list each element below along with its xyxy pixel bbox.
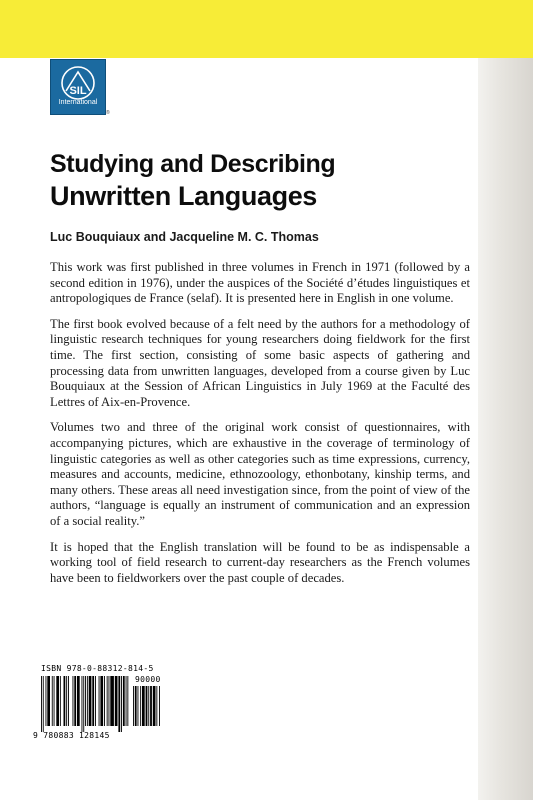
- barcode-bar: [100, 676, 103, 726]
- ean-barcode-bars: [41, 676, 131, 734]
- book-authors: Luc Bouquiaux and Jacqueline M. C. Thomas: [50, 230, 319, 244]
- description-text: [50, 260, 470, 596]
- barcode-bar: [107, 676, 108, 726]
- barcode-bar: [127, 676, 128, 726]
- barcode-bar: [123, 676, 125, 726]
- barcode-bar: [153, 686, 156, 726]
- barcode-bar: [109, 676, 110, 726]
- sil-international-logo: [50, 59, 106, 115]
- barcode-bar: [52, 676, 53, 726]
- barcode-bar: [77, 676, 80, 726]
- barcode-bar: [159, 686, 160, 726]
- right-gray-margin: [478, 58, 533, 800]
- barcode-bar: [110, 676, 114, 726]
- yellow-top-band: [0, 0, 533, 58]
- barcode-bar: [89, 676, 92, 726]
- barcode-bar: [126, 676, 127, 726]
- barcode-bar: [99, 676, 100, 726]
- paragraph: Volumes two and three of the original work consist of questionnaires, with accompanying pictures, which are exhaustive in the coverage of terminology of linguistic categories as well as other categories such as time expressions, currency, measures and accounts, medicine, ethnozoology, ethonbotany, kinship terms, and many others. These areas all need investigation since, from the point of view of the authors, “language is equally an instrument of communication and an expression of a social reality.”: [50, 420, 470, 528]
- barcode-bar: [92, 676, 94, 726]
- barcode-bar: [115, 676, 118, 726]
- paragraph: The first book evolved because of a felt need by the authors for a methodology of linguistic research techniques for young researchers doing fieldwork for the first time. The first section, consisting of some basic aspects of gathering and processing data from unwritten languages, developed from a course given by Luc Bouquiaux at the Session of African Linguistics in July 1969 at the Faculté des Lettres of Aix-en-Provence.: [50, 316, 470, 409]
- barcode-bar: [142, 686, 145, 726]
- logo-subtext: International: [58, 99, 98, 106]
- paragraph: It is hoped that the English translation will be found to be as indispensable a working tool of field research to current-day researchers as the French volumes have been to fieldworkers over the past couple of decades.: [50, 539, 470, 585]
- barcode-bar: [41, 676, 42, 732]
- barcode-bar: [54, 676, 55, 726]
- barcode-bar: [121, 676, 122, 732]
- barcode-bar: [82, 676, 83, 732]
- barcode-bar: [43, 676, 44, 732]
- barcode-supplement-number: 90000: [135, 675, 161, 684]
- book-title: [50, 148, 470, 212]
- barcode-bar: [64, 676, 66, 726]
- title-line-2: Unwritten Languages: [50, 181, 317, 211]
- barcode-bar: [47, 676, 50, 726]
- barcode-bar: [146, 686, 148, 726]
- barcode-bar: [95, 676, 96, 726]
- barcode-bar: [60, 676, 61, 726]
- ean-digits: 9 780883 128145: [33, 731, 110, 740]
- barcode-bar: [85, 676, 86, 726]
- barcode-bar: [118, 676, 120, 732]
- logo-text: SIL: [69, 85, 87, 97]
- barcode-bar: [87, 676, 88, 726]
- barcode-bar: [138, 686, 139, 726]
- barcode-bar: [156, 686, 157, 726]
- barcode-bar: [68, 676, 69, 726]
- supplement-barcode-bars: [133, 686, 165, 734]
- barcode-bar: [66, 676, 67, 726]
- barcode-bar: [135, 686, 137, 726]
- isbn-number: ISBN 978-0-88312-814-5: [41, 664, 154, 673]
- barcode-bar: [83, 676, 84, 732]
- isbn-barcode: [33, 664, 169, 741]
- title-line-1: Studying and Describing: [50, 150, 336, 178]
- barcode-bar: [73, 676, 74, 726]
- barcode-bar: [104, 676, 105, 726]
- barcode-bar: [56, 676, 59, 726]
- barcode-bar: [46, 676, 47, 726]
- barcode-bar: [148, 686, 149, 726]
- registered-mark: ®: [106, 110, 110, 116]
- barcode-bar: [150, 686, 152, 726]
- paragraph: This work was first published in three volumes in French in 1971 (followed by a second edition in 1976), under the auspices of the Société d’études linguistiques et antropologiques de France (selaf). It is presented here in English in one volume.: [50, 260, 470, 306]
- barcode-bar: [74, 676, 76, 726]
- barcode-bar: [140, 686, 141, 726]
- barcode-bar: [133, 686, 134, 726]
